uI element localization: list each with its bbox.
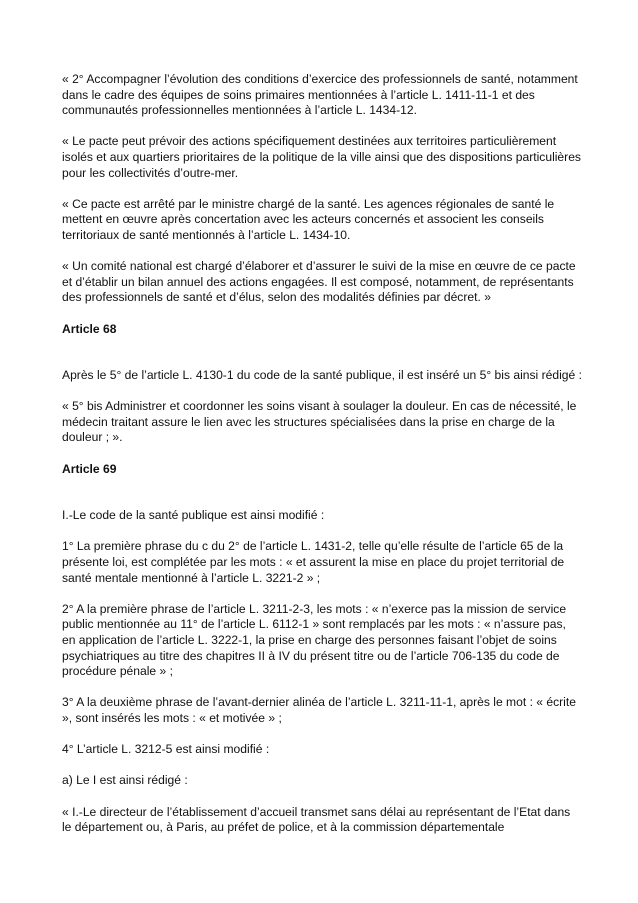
article-68-heading: Article 68 — [62, 321, 117, 336]
paragraph: 4° L’article L. 3212-5 est ainsi modifié : — [62, 742, 270, 757]
paragraph: « 2° Accompagner l’évolution des conditions d’exercice des professionnels de santé, notamment dans le cadre des équipes de soins primaires mentionnées à l’article L. 1411-11-1 et des communautés professionnelles mentionnées à l’article L. 1434-12. — [62, 72, 578, 118]
document-page — [62, 72, 582, 851]
paragraph: 3° A la deuxième phrase de l’avant-dernier alinéa de l’article L. 3211-11-1, après le mot : « écrite », sont insérés les mots : « et motivée » ; — [62, 695, 576, 725]
paragraph: I.-Le code de la santé publique est ainsi modifié : — [62, 508, 325, 523]
paragraph: a) Le I est ainsi rédigé : — [62, 773, 188, 788]
paragraph: 2° A la première phrase de l’article L. 3211-2-3, les mots : « n’exerce pas la mission de service public mentionnée au 11° de l’article L. 6112-1 » sont remplacés par les mots : « n’assure pas, en application de l’article L. 3222-1, la prise en charge des personnes faisant l’objet de soins psychiatriques au titre des chapitres II à IV du présent titre ou de l’article 706-135 du code de procédure pénale » ; — [62, 601, 567, 679]
paragraph: Après le 5° de l’article L. 4130-1 du code de la santé publique, il est inséré un 5° bis ainsi rédigé : — [62, 368, 582, 383]
paragraph: « Le pacte peut prévoir des actions spécifiquement destinées aux territoires particulièrement isolés et aux quartiers prioritaires de la politique de la ville ainsi que des dispositions particulières pour les collectivités d’outre-mer. — [62, 134, 581, 180]
paragraph: « Un comité national est chargé d’élaborer et d’assurer le suivi de la mise en œuvre de ce pacte et d’établir un bilan annuel des actions engagées. Il est composé, notamment, de représentants des professionnels de santé et d’élus, selon des modalités définies par décret. » — [62, 259, 576, 305]
article-69-heading: Article 69 — [62, 461, 117, 476]
paragraph: 1° La première phrase du c du 2° de l’article L. 1431-2, telle qu’elle résulte de l’article 65 de la présente loi, est complétée par les mots : « et assurent la mise en place du projet territorial de santé mentale mentionné à l’article L. 3221-2 » ; — [62, 539, 565, 585]
paragraph: « Ce pacte est arrêté par le ministre chargé de la santé. Les agences régionales de santé le mettent en œuvre après concertation avec les acteurs concernés et associent les conseils territoriaux de santé mentionnés à l’article L. 1434-10. — [62, 196, 555, 242]
paragraph: « I.-Le directeur de l’établissement d’accueil transmet sans délai au représentant de l’Etat dans le département ou, à Paris, au préfet de police, et à la commission départementale — [62, 804, 571, 835]
paragraph: « 5° bis Administrer et coordonner les soins visant à soulager la douleur. En cas de nécessité, le médecin traitant assure le lien avec les structures spécialisées dans la prise en charge de la douleur ; ». — [62, 399, 577, 445]
